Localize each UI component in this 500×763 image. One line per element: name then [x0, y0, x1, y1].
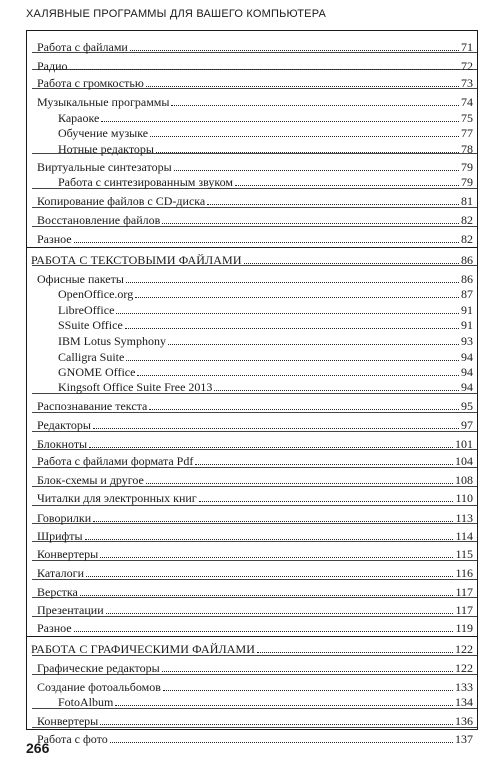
dot-leader: [110, 742, 453, 743]
toc-entry-page: 101: [455, 437, 473, 451]
toc-entry-title: Работа с файлами: [37, 40, 128, 54]
running-header: ХАЛЯВНЫЕ ПРОГРАММЫ ДЛЯ ВАШЕГО КОМПЬЮТЕРА: [26, 8, 327, 20]
chapter-separator: [27, 636, 477, 637]
dot-leader: [207, 204, 459, 205]
toc-section[interactable]: [37, 601, 473, 617]
toc-entry-title: Блокноты: [37, 437, 88, 451]
toc-subsection[interactable]: [58, 348, 473, 364]
toc-entry-page: 116: [455, 566, 473, 580]
toc-entry-title: РАБОТА С ТЕКСТОВЫМИ ФАЙЛАМИ: [31, 253, 242, 267]
toc-entry-page: 81: [461, 194, 473, 208]
toc-entry-title: Копирование файлов с CD-диска: [37, 194, 206, 208]
toc-entry-page: 115: [455, 547, 473, 561]
dot-leader: [130, 50, 459, 51]
toc-entry-page: 78: [461, 142, 473, 156]
toc-chapter[interactable]: [31, 640, 473, 656]
toc-section[interactable]: [37, 57, 473, 73]
toc-entry-title: Шрифты: [37, 529, 83, 543]
dot-leader: [168, 344, 459, 345]
toc-section[interactable]: [37, 38, 473, 54]
toc-section[interactable]: [37, 619, 473, 635]
dot-leader: [199, 501, 454, 502]
toc-entry-title: GNOME Office: [58, 365, 136, 379]
toc-section[interactable]: [37, 730, 473, 746]
toc-entry-page: 136: [455, 714, 473, 728]
toc-section[interactable]: [37, 527, 473, 543]
toc-entry-page: 94: [461, 365, 473, 379]
toc-entry-page: 119: [455, 621, 473, 635]
toc-entry-page: 117: [455, 585, 473, 599]
toc-entry-title: Разное: [37, 621, 72, 635]
page-number: 266: [26, 740, 50, 756]
toc-entry-title: Работа с файлами формата Pdf: [37, 454, 194, 468]
toc-entry-page: 75: [461, 111, 473, 125]
dot-leader: [86, 576, 453, 577]
dot-leader: [146, 86, 459, 87]
dot-leader: [106, 613, 454, 614]
dot-leader: [244, 263, 459, 264]
toc-entry-title: Обучение музыке: [58, 126, 149, 140]
toc-entry-page: 91: [461, 318, 473, 332]
toc-entry-title: LibreOffice: [58, 303, 115, 317]
dot-leader: [235, 185, 459, 186]
dot-leader: [100, 557, 453, 558]
dot-leader: [171, 105, 459, 106]
toc-section[interactable]: [37, 74, 473, 90]
toc-entry-title: РАБОТА С ГРАФИЧЕСКИМИ ФАЙЛАМИ: [31, 642, 256, 656]
toc-entry-title: Работа с громкостью: [37, 76, 144, 90]
entry-separator: [32, 505, 477, 506]
dot-leader: [93, 521, 453, 522]
dot-leader: [149, 409, 459, 410]
toc-entry-page: 93: [461, 334, 473, 348]
toc-subsection[interactable]: [58, 173, 473, 189]
toc-entry-page: 73: [461, 76, 473, 90]
dot-leader: [126, 360, 459, 361]
dot-leader: [115, 705, 453, 706]
toc-entry-title: Каталоги: [37, 566, 85, 580]
toc-entry-page: 82: [461, 232, 473, 246]
toc-entry-title: OpenOffice.org: [58, 287, 134, 301]
dot-leader: [162, 223, 459, 224]
dot-leader: [89, 447, 453, 448]
toc-section[interactable]: [37, 678, 473, 694]
dot-leader: [146, 483, 453, 484]
toc-entry-title: Работа с синтезированным звуком: [58, 175, 233, 189]
toc-entry-page: 133: [455, 680, 473, 694]
dot-leader: [74, 631, 454, 632]
dot-leader: [70, 69, 459, 70]
toc-section[interactable]: [37, 452, 473, 468]
dot-leader: [100, 724, 453, 725]
dot-leader: [137, 375, 459, 376]
toc-entry-title: Верстка: [37, 585, 78, 599]
toc-subsection[interactable]: [58, 301, 473, 317]
toc-subsection[interactable]: [58, 378, 473, 394]
toc-entry-page: 94: [461, 380, 473, 394]
dot-leader: [74, 242, 459, 243]
dot-leader: [93, 428, 459, 429]
toc-entry-page: 104: [455, 454, 473, 468]
toc-entry-title: Kingsoft Office Suite Free 2013: [58, 380, 213, 394]
toc-entry-title: SSuite Office: [58, 318, 123, 332]
dot-leader: [135, 297, 459, 298]
toc-entry-title: Офисные пакеты: [37, 272, 124, 286]
toc-entry-title: Графические редакторы: [37, 661, 160, 675]
dot-leader: [85, 539, 454, 540]
toc-section[interactable]: [37, 435, 473, 451]
toc-section[interactable]: [37, 712, 473, 728]
toc-entry-title: Презентации: [37, 603, 104, 617]
toc-section[interactable]: [37, 564, 473, 580]
toc-subsection[interactable]: [58, 363, 473, 379]
toc-section[interactable]: [37, 471, 473, 487]
toc-entry-page: 86: [461, 253, 473, 267]
toc-section[interactable]: [37, 192, 473, 208]
toc-section[interactable]: [37, 489, 473, 505]
dot-leader: [195, 464, 453, 465]
toc-entry-page: 117: [455, 603, 473, 617]
toc-entry-page: 77: [461, 126, 473, 140]
toc-subsection[interactable]: [58, 124, 473, 140]
toc-entry-title: Восстановление файлов: [37, 213, 161, 227]
toc-entry-title: FotoAlbum: [58, 695, 114, 709]
toc-entry-page: 108: [455, 473, 473, 487]
toc-entry-page: 113: [455, 511, 473, 525]
toc-entry-page: 91: [461, 303, 473, 317]
toc-entry-page: 122: [455, 661, 473, 675]
toc-entry-title: Конвертеры: [37, 547, 99, 561]
dot-leader: [257, 652, 453, 653]
dot-leader: [80, 595, 454, 596]
toc-entry-title: Создание фотоальбомов: [37, 680, 161, 694]
toc-section[interactable]: [37, 230, 473, 246]
toc-section[interactable]: [37, 545, 473, 561]
chapter-separator: [27, 247, 477, 248]
toc-entry-title: Распознавание текста: [37, 399, 148, 413]
toc-entry-title: Разное: [37, 232, 72, 246]
toc-entry-page: 114: [455, 529, 473, 543]
toc-entry-title: Редакторы: [37, 418, 91, 432]
toc-entry-page: 137: [455, 732, 473, 746]
toc-entry-title: Работа с фото: [37, 732, 108, 746]
toc-section[interactable]: [37, 583, 473, 599]
toc-entry-page: 122: [455, 642, 473, 656]
toc-section[interactable]: [37, 397, 473, 413]
dot-leader: [214, 390, 459, 391]
toc-entry-page: 82: [461, 213, 473, 227]
dot-leader: [150, 136, 459, 137]
toc-entry-title: Говорилки: [37, 511, 92, 525]
toc-entry-title: Блок-схемы и другое: [37, 473, 144, 487]
toc-entry-page: 79: [461, 175, 473, 189]
dot-leader: [116, 313, 459, 314]
toc-entry-page: 87: [461, 287, 473, 301]
toc-entry-title: Читалки для электронных книг: [37, 491, 197, 505]
toc-entry-page: 71: [461, 40, 473, 54]
toc-entry-page: 110: [455, 491, 473, 505]
toc-subsection[interactable]: [58, 285, 473, 301]
dot-leader: [126, 282, 459, 283]
toc-entry-page: 134: [455, 695, 473, 709]
toc-entry-title: Музыкальные программы: [37, 95, 170, 109]
toc-entry-page: 94: [461, 350, 473, 364]
toc-section[interactable]: [37, 158, 473, 174]
toc-entry-page: 74: [461, 95, 473, 109]
toc-entry-title: Радио: [37, 59, 68, 73]
dot-leader: [163, 690, 453, 691]
toc-subsection[interactable]: [58, 332, 473, 348]
toc-subsection[interactable]: [58, 140, 473, 156]
toc-section[interactable]: [37, 270, 473, 286]
toc-chapter[interactable]: [31, 251, 473, 267]
toc-section[interactable]: [37, 93, 473, 109]
dot-leader: [162, 671, 453, 672]
toc-entry-title: Виртуальные синтезаторы: [37, 160, 172, 174]
toc-entry-title: Караоке: [58, 111, 100, 125]
dot-leader: [174, 170, 459, 171]
toc-entry-page: 79: [461, 160, 473, 174]
dot-leader: [101, 121, 459, 122]
toc-subsection[interactable]: [58, 109, 473, 125]
toc-section[interactable]: [37, 416, 473, 432]
toc-section[interactable]: [37, 211, 473, 227]
toc-subsection[interactable]: [58, 693, 473, 709]
toc-subsection[interactable]: [58, 316, 473, 332]
toc-entry-title: IBM Lotus Symphony: [58, 334, 167, 348]
table-of-contents-panel: [26, 30, 478, 746]
toc-entry-title: Нотные редакторы: [58, 142, 154, 156]
dot-leader: [125, 328, 459, 329]
toc-entry-title: Calligra Suite: [58, 350, 125, 364]
toc-section[interactable]: [37, 659, 473, 675]
toc-entry-page: 72: [461, 59, 473, 73]
toc-section[interactable]: [37, 509, 473, 525]
dot-leader: [156, 152, 459, 153]
toc-entry-page: 95: [461, 399, 473, 413]
toc-entry-title: Конвертеры: [37, 714, 99, 728]
toc-entry-page: 86: [461, 272, 473, 286]
toc-entry-page: 97: [461, 418, 473, 432]
